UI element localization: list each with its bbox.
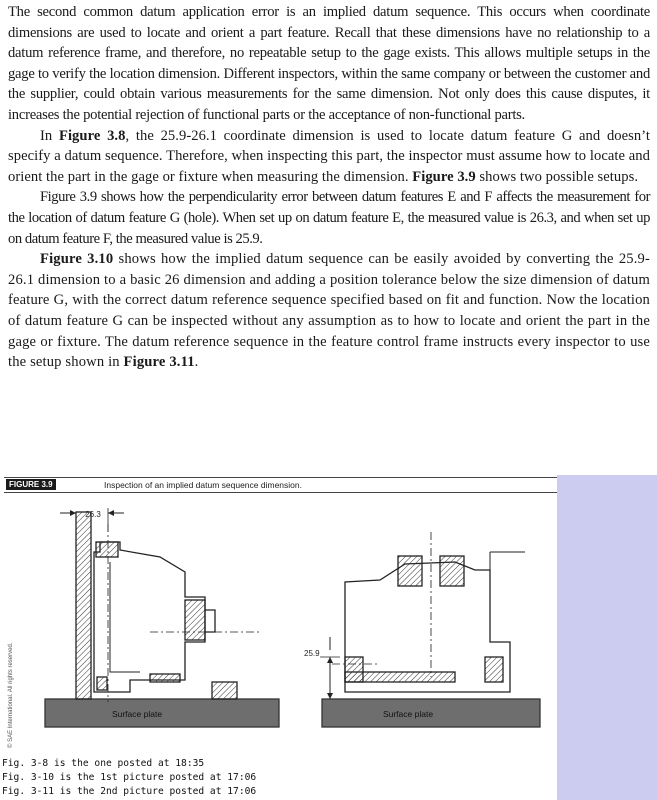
caption-notes — [2, 757, 256, 799]
text-segment: Figure 3.9 shows how the perpendicularity error between datum features E and F affects the measurement for the location of datum feature G (hole). When set up on datum feature E, the measured value is 26.3, and when set up on datum feature F, the measured value is 25.9. — [8, 189, 650, 247]
text-segment: . — [194, 354, 199, 371]
figure-reference: Figure 3.9 — [412, 168, 476, 185]
surface-plate-label-right: Surface plate — [382, 709, 434, 719]
figure-drawing — [0, 492, 557, 754]
text-segment: shows how the implied datum sequence can be easily avoided by converting the 25.9-26.1 dimension to a basic 26 dimension and adding a position tolerance below the size dimension of datum feature G, with the correct datum reference sequence specified based on fit and function. Now the location of datum feature G can be inspected without any assumption as to how to locate and orient the part in the gage or fixture. The datum reference sequence in the feature control frame instructs every inspector to use the setup shown in — [8, 251, 650, 371]
caption-line: Fig. 3-10 is the 1st picture posted at 17:06 — [2, 772, 257, 783]
paragraph-1 — [8, 2, 650, 126]
gage-block-left — [76, 512, 91, 699]
figure-header — [4, 477, 557, 493]
text-segment: The second common datum application error is an implied datum sequence. This occurs when coordinate dimensions are used to locate and orient a part feature. Recall that these dimensions have no relationship to a datum reference frame, and therefore, no repeatable setup to the gage exists. This allows multiple setups in the gage to verify the location dimension. Different inspectors, within the same company or between the customer and the supplier, could obtain various measurements for the same dimension. Not only does this cause disputes, it increases the potential rejection of functional parts or the acceptance of non-functional parts. — [8, 4, 650, 123]
paragraph-4 — [8, 249, 650, 373]
figure-tag: FIGURE 3.9 — [6, 479, 56, 490]
surface-plate-label-left: Surface plate — [111, 709, 163, 719]
left-setup — [45, 508, 279, 727]
figure-reference: Figure 3.11 — [123, 354, 195, 371]
caption-line: Fig. 3-8 is the one posted at 18:35 — [2, 758, 205, 769]
right-setup — [320, 532, 540, 727]
copyright-notice: © SAE International. All rights reserved. — [8, 642, 14, 748]
text-segment: In — [40, 127, 59, 144]
caption-line: Fig. 3-11 is the 2nd picture posted at 17:06 — [2, 786, 257, 797]
paragraph-2 — [8, 126, 650, 188]
paragraph-3 — [8, 187, 650, 249]
figure-title: Inspection of an implied datum sequence dimension. — [104, 480, 302, 490]
text-segment: shows two possible setups. — [475, 168, 639, 185]
dim-label-left: 26.3 — [85, 510, 101, 519]
text-segment: , the 25.9-26.1 coordinate dimension is used to locate datum feature G and doesn’t specify a datum sequence. Therefore, when inspecting this part, the inspector must assume how to locate and orient the part in the gage or fixture when measuring the dimension. — [8, 127, 650, 185]
dim-label-right: 25.9 — [304, 649, 320, 658]
figure-reference: Figure 3.10 — [40, 251, 114, 268]
side-panel-background — [557, 475, 657, 800]
article-text — [8, 2, 650, 373]
figure-reference: Figure 3.8 — [58, 127, 126, 144]
